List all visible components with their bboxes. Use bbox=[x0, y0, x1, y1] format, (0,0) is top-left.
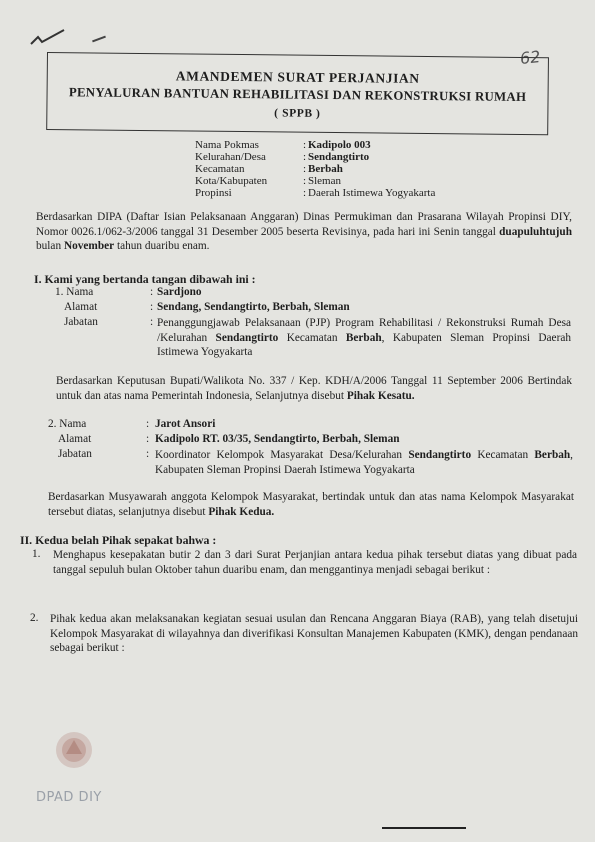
archive-watermark: DPAD DIY bbox=[36, 790, 102, 805]
party2-jabatan: Koordinator Kelompok Masyarakat Desa/Kelurahan Sendangtirto Kecamatan Berbah, Kabupaten Sleman Propinsi Daerah Istimewa Yogyakarta bbox=[155, 449, 573, 476]
party2-jabatan-label: Jabatan bbox=[58, 448, 92, 460]
info-key: Nama Pokmas bbox=[195, 139, 259, 151]
info-value: Berbah bbox=[308, 163, 343, 175]
pen-mark bbox=[92, 36, 106, 43]
title-line-1: AMANDEMEN SURAT PERJANJIAN bbox=[175, 68, 420, 86]
party2-alamat-label: Alamat bbox=[58, 433, 92, 445]
item-number: 1. bbox=[32, 548, 41, 560]
info-value: Daerah Istimewa Yogyakarta bbox=[308, 187, 436, 199]
party2-name-label: 2. Nama bbox=[48, 418, 87, 430]
info-value: Kadipolo 003 bbox=[308, 139, 371, 151]
title-line-2: PENYALURAN BANTUAN REHABILITASI DAN REKONSTRUKSI RUMAH bbox=[68, 85, 527, 105]
info-value: Sleman bbox=[308, 175, 341, 187]
party1-alamat: Sendang, Sendangtirto, Berbah, Sleman bbox=[157, 301, 350, 313]
party1-name: Sardjono bbox=[157, 286, 202, 298]
handwritten-checkmark-icon bbox=[28, 28, 68, 48]
party2-name: Jarot Ansori bbox=[155, 418, 216, 430]
title-box bbox=[46, 52, 549, 135]
party1-jabatan: Penanggungjawab Pelaksanaan (PJP) Program Rehabilitasi / Rekonstruksi Rumah Desa /Kelurahan Sendangtirto Kecamatan Berbah, Kabupaten Sleman Propinsi Daerah Istimewa Yogyakarta bbox=[157, 317, 571, 359]
handwritten-page-number: 62 bbox=[519, 46, 542, 69]
item-number: 2. bbox=[30, 612, 39, 624]
info-block: Nama Pokmas : Kadipolo 003 Kelurahan/Desa : Sendangtirto Kecamatan : Berbah Kota/Kabupaten : Sleman Propinsi : Daerah Istimewa Yogyakarta bbox=[195, 139, 436, 199]
info-value: Sendangtirto bbox=[308, 151, 370, 163]
info-key: Kota/Kabupaten bbox=[195, 175, 268, 187]
party1-name-label: 1. Nama bbox=[55, 286, 94, 298]
document-page: 62 AMANDEMEN SURAT PERJANJIAN PENYALURAN BANTUAN REHABILITASI DAN REKONSTRUKSI RUMAH ( SPPB ) Nama Pokmas : Kadipolo 003 Kelurahan/Desa : Sendangtirto Kecamatan : Berbah Kota/Kabupaten : Sleman Propinsi : Daerah Istimewa Yogyakarta Berdasarkan DIPA (Daftar Isian Pelaksanaan Anggaran) Dinas Permukiman dan Prasarana Wilayah Propinsi DIY, Nomor 0026.1/062-3/2006 tanggal 31 Desember 2005 beserta Revisinya, pada hari ini Senin tanggal duapuluhtujuh bulan November tahun duaribu enam. I. Kami yang bertanda tangan dibawah ini : 1. Nama : Sardjono Alamat : Sendang, Sendangtirto, Berbah, Sleman Jabatan : Penanggungjawab Pelaksanaan (PJP) Program Rehabilitasi / Rekonstruksi Rumah Desa /Kelurahan Sendangtirto Kecamatan Berbah, Kabupaten Sleman Propinsi Daerah Istimewa Yogyakarta Berdasarkan Keputusan Bupati/Walikota No. 337 / Kep. KDH/A/2006 Tanggal 11 September 2006 Bertindak untuk dan atas nama Pemerintah Indonesia, Selanjutnya disebut Pihak Kesatu. 2. Nama : Jarot Ansori Alamat : Kadipolo RT. 03/35, Sendangtirto, Berbah, Sleman Jabatan : Koordinator Kelompok Masyarakat Desa/Kelurahan Sendangtirto Kecamatan Berbah, Kabupaten Sleman Propinsi Daerah Istimewa Yogyakarta Berdasarkan Musyawarah anggota Kelompok Masyarakat, bertindak untuk dan atas nama Kelompok Masyarakat tersebut diatas, selanjutnya disebut Pihak Kedua. II. Kedua belah Pihak sepakat bahwa : 1. Menghapus kesepakatan butir 2 dan 3 dari Surat Perjanjian antara kedua pihak tersebut diatas yang dibuat pada tanggal sepuluh bulan Oktober tahun duaribu enam, dan menggantinya menjadi sebagai berikut : 2. Pihak kedua akan melaksanakan kegiatan sesuai usulan dan Rencana Anggaran Biaya (RAB), yang telah disetujui Kelompok Masyarakat di wilayahnya dan diverifikasi Konsultan Manajemen Kabupaten (KMK), dengan pendanaan sebagai berikut : DPAD DIY bbox=[0, 0, 595, 842]
title-line-3: ( SPPB ) bbox=[274, 107, 321, 120]
party1-jabatan-label: Jabatan bbox=[64, 316, 98, 328]
section-2-heading: II. Kedua belah Pihak sepakat bahwa : bbox=[20, 533, 217, 547]
section-1-heading: I. Kami yang bertanda tangan dibawah ini : bbox=[34, 272, 256, 286]
archive-seal-icon bbox=[52, 728, 96, 772]
party2-basis: Berdasarkan Musyawarah anggota Kelompok Masyarakat, bertindak untuk dan atas nama Kelompok Masyarakat tersebut diatas, selanjutnya disebut Pihak Kedua. bbox=[48, 491, 574, 518]
footer-rule bbox=[382, 827, 466, 829]
party1-basis: Berdasarkan Keputusan Bupati/Walikota No. 337 / Kep. KDH/A/2006 Tanggal 11 September 2006 Bertindak untuk dan atas nama Pemerintah Indonesia, Selanjutnya disebut Pihak Kesatu. bbox=[56, 375, 572, 402]
intro-paragraph: Berdasarkan DIPA (Daftar Isian Pelaksanaan Anggaran) Dinas Permukiman dan Prasarana Wilayah Propinsi DIY, Nomor 0026.1/062-3/2006 tanggal 31 Desember 2005 beserta Revisinya, pada hari ini Senin tanggal duapuluhtujuh bulan November tahun duaribu enam. bbox=[36, 211, 572, 253]
party1-alamat-label: Alamat bbox=[64, 301, 98, 313]
info-key: Propinsi bbox=[195, 187, 232, 199]
info-key: Kecamatan bbox=[195, 163, 245, 175]
info-key: Kelurahan/Desa bbox=[195, 151, 266, 163]
party2-alamat: Kadipolo RT. 03/35, Sendangtirto, Berbah, Sleman bbox=[155, 433, 400, 445]
agreement-item-1: Menghapus kesepakatan butir 2 dan 3 dari Surat Perjanjian antara kedua pihak tersebut diatas yang dibuat pada tanggal sepuluh bulan Oktober tahun duaribu enam, dan menggantinya menjadi sebagai berikut : bbox=[53, 549, 577, 576]
agreement-item-2: Pihak kedua akan melaksanakan kegiatan sesuai usulan dan Rencana Anggaran Biaya (RAB), yang telah disetujui Kelompok Masyarakat di wilayahnya dan diverifikasi Konsultan Manajemen Kabupaten (KMK), dengan pendanaan sebagai berikut : bbox=[50, 613, 578, 655]
